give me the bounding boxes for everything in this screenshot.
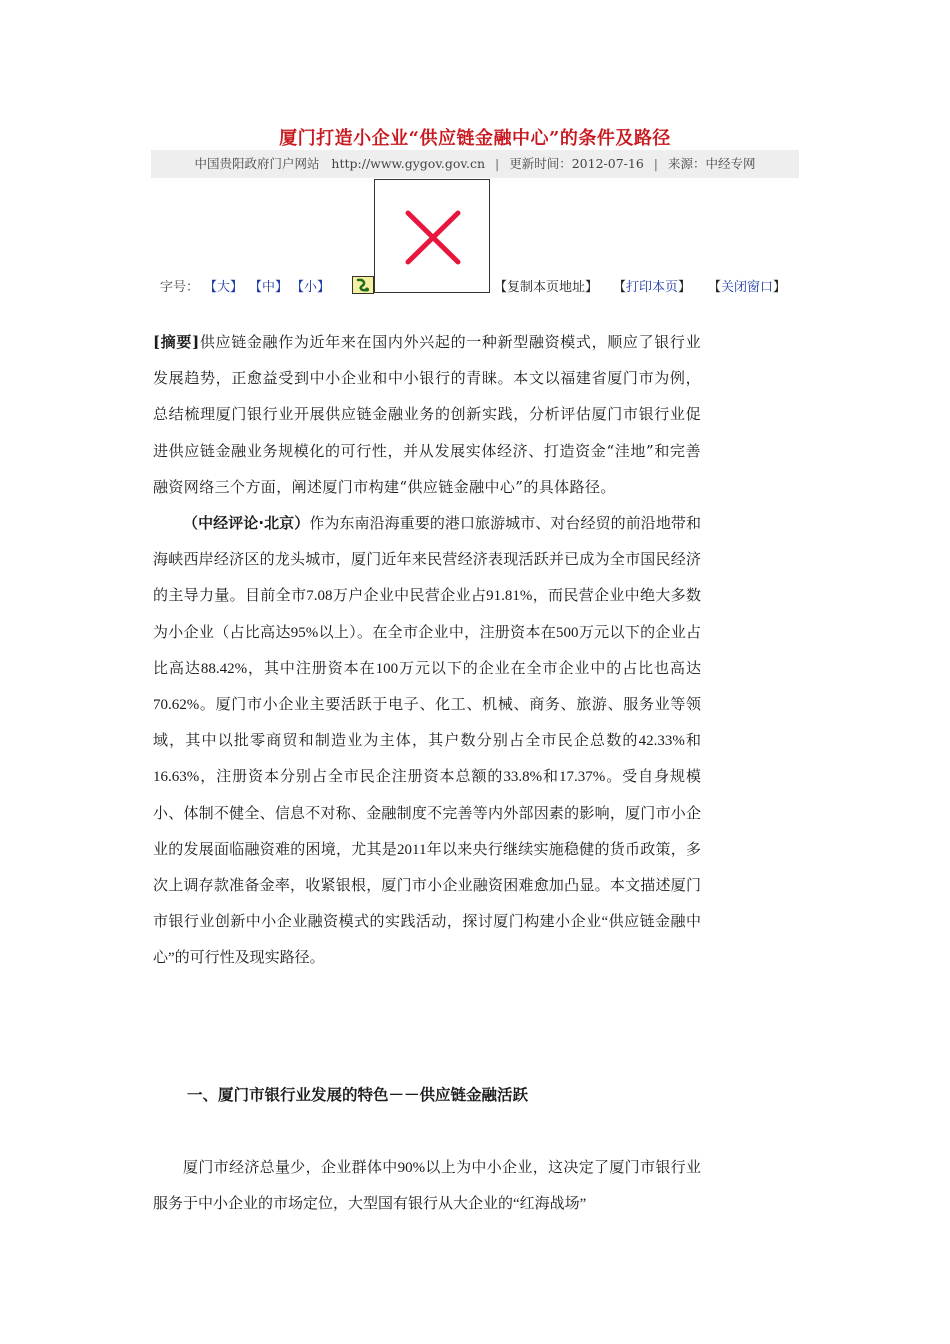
intro-text: 作为东南沿海重要的港口旅游城市、对台经贸的前沿地带和海峡西岸经济区的龙头城市，厦门近年来民营经济表现活跃并已成为全市国民经济的主导力量。目前全市7.08万户企业中民营企业占91.81%，而民营企业中绝大多数为小企业（占比高达95%以上）。在全市企业中，注册资本在500万元以下的企业占比高达88.42%，其中注册资本在100万元以下的企业在全市企业中的占比也高达70.62%。厦门市小企业主要活跃于电子、化工、机械、商务、旅游、服务业等领域，其中以批零商贸和制造业为主体，其户数分别占全市民企总数的42.33%和16.63%，注册资本分别占全市民企注册资本总额的33.8%和17.37%。受自身规模小、体制不健全、信息不对称、金融制度不完善等内外部因素的影响，厦门市小企业的发展面临融资难的困境，尤其是2011年以来央行继续实施稳健的货币政策，多次上调存款准备金率，收紧银根，厦门市小企业融资困难愈加凸显。本文描述厦门市银行业创新中小企业融资模式的实践活动，探讨厦门构建小企业“供应链金融中心”的可行性及现实路径。 <box>153 516 701 967</box>
font-size-medium-link[interactable]: 【中】 <box>249 280 289 295</box>
article-body <box>153 324 701 977</box>
close-window-label: 关闭窗口 <box>721 280 774 295</box>
article-title: 厦门打造小企业“供应链金融中心”的条件及路径 <box>279 128 671 149</box>
bracket: 】 <box>678 280 692 295</box>
font-size-label: 字号： <box>160 280 200 295</box>
meta-separator: | <box>653 156 658 171</box>
print-page-button[interactable] <box>613 278 691 298</box>
font-size-large-link[interactable]: 【大】 <box>204 280 244 295</box>
source-tag: （中经评论·北京） <box>183 514 310 533</box>
bookmark-icon[interactable] <box>352 276 374 294</box>
close-window-button[interactable] <box>708 278 786 298</box>
copy-page-url-button[interactable]: 【复制本页地址】 <box>494 280 599 295</box>
bracket: 【 <box>708 280 722 295</box>
broken-image-icon <box>374 179 490 293</box>
font-size-small-link[interactable]: 【小】 <box>291 280 331 295</box>
abstract-label: [摘要] <box>153 333 200 351</box>
bracket: 【 <box>613 280 627 295</box>
section-paragraph: 厦门市经济总量少，企业群体中90%以上为中小企业，这决定了厦门市银行业服务于中小企业的市场定位，大型国有银行从大企业的“红海战场” <box>153 1160 701 1212</box>
section-heading: 一、厦门市银行业发展的特色－－供应链金融活跃 <box>187 1086 529 1104</box>
print-page-label: 打印本页 <box>626 280 679 295</box>
meta-separator: | <box>495 156 500 171</box>
article-meta-bar <box>151 150 799 178</box>
update-time: 更新时间：2012-07-16 <box>509 156 644 171</box>
abstract-text: 供应链金融作为近年来在国内外兴起的一种新型融资模式，顺应了银行业发展趋势，正愈益受到中小企业和中小银行的青睐。本文以福建省厦门市为例，总结梳理厦门银行业开展供应链金融业务的创新实践，分析评估厦门市银行业促进供应链金融业务规模化的可行性，并从发展实体经济、打造资金“洼地”和完善融资网络三个方面，阐述厦门市构建“供应链金融中心”的具体路径。 <box>153 333 701 496</box>
site-name: 中国贵阳政府门户网站 <box>194 156 320 171</box>
section-body <box>153 1150 701 1222</box>
bracket: 】 <box>773 280 787 295</box>
abstract-paragraph <box>153 324 701 505</box>
intro-paragraph <box>153 505 701 977</box>
site-url: http://www.gygov.gov.cn <box>331 156 486 171</box>
article-source: 来源：中经专网 <box>667 156 756 171</box>
